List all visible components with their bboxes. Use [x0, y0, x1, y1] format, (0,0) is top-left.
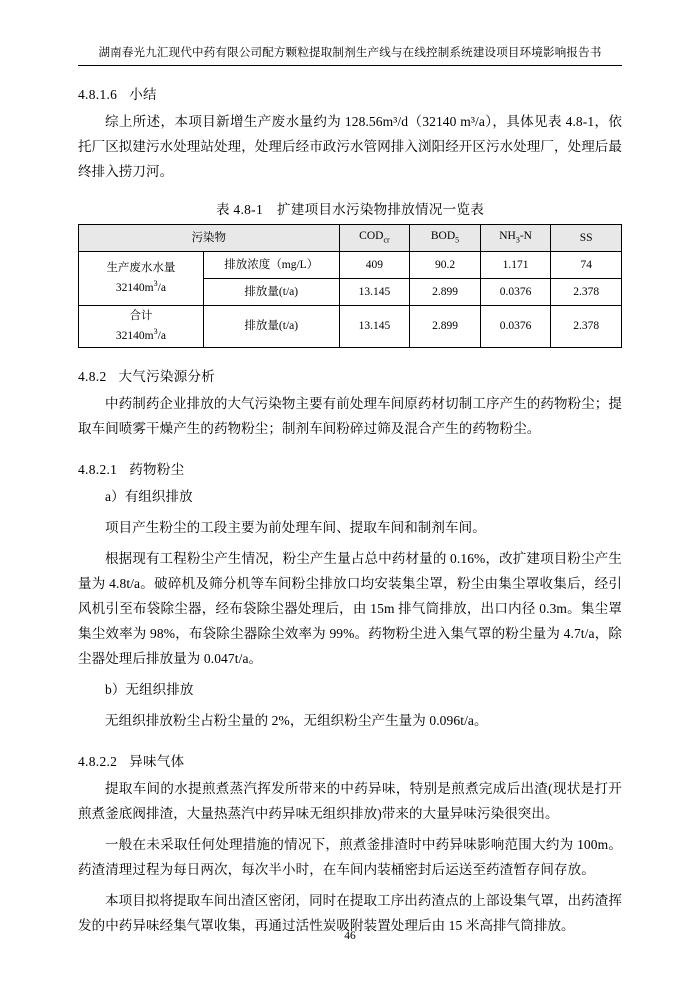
- table-label: 表 4.8-1: [215, 202, 264, 217]
- cell-value: 1.171: [480, 252, 551, 279]
- pollutant-discharge-table: [78, 224, 622, 348]
- cell-value: 13.145: [339, 279, 410, 306]
- header-pollutant: 污染物: [79, 225, 340, 252]
- row-item: 排放量(t/a): [203, 279, 339, 306]
- section-number: 4.8.2.2: [78, 753, 118, 769]
- paragraph-odor-control: 本项目拟将提取车间出渣区密闭，同时在提取工序出药渣点的上部设集气罩，出药渣挥发的中药异味经集气罩收集，再通过活性炭吸附装置处理后由 15 米高排气筒排放。: [78, 892, 622, 933]
- page-footer: [0, 930, 700, 942]
- paragraph-odor-range: 一般在未采取任何处理措施的情况下，煎煮釜排渣时中药异味影响范围大约为 100m。药渣清理过程为每日两次，每次半小时，在车间内装桶密封后运送至药渣暂存间存放。: [78, 836, 622, 877]
- section-title: 大气污染源分析: [118, 368, 216, 384]
- cell-value: 2.378: [551, 279, 622, 306]
- cell-value: 0.0376: [480, 279, 551, 306]
- paragraph-unorganized-dust: 无组织排放粉尘占粉尘量的 2%，无组织粉尘产生量为 0.096t/a。: [105, 712, 488, 728]
- section-title: 小结: [129, 87, 157, 102]
- cell-value: 2.899: [410, 306, 481, 348]
- table-caption-text: 扩建项目水污染物排放情况一览表: [277, 202, 485, 217]
- cell-value: 2.378: [551, 306, 622, 348]
- paragraph-summary: 综上所述，本项目新增生产废水量约为 128.56m³/d（32140 m³/a），具体见表 4.8-1，依托厂区拟建污水处理站处理，处理后经市政污水管网排入浏阳经开区污水处理厂，处理后最终排入捞刀河。: [78, 114, 622, 179]
- cell-value: 0.0376: [480, 306, 551, 348]
- paragraph-dust-workshops: 项目产生粉尘的工段主要为前处理车间、提取车间和制剂车间。: [105, 519, 486, 535]
- section-number: 4.8.2: [78, 368, 107, 384]
- header-cod: $COD_{cr}$: [339, 225, 410, 252]
- section-number: 4.8.2.1: [78, 461, 118, 477]
- list-item-a-organized: a）有组织排放: [105, 488, 193, 504]
- section-title: 药物粉尘: [129, 461, 185, 477]
- page-number: 46: [344, 930, 356, 942]
- running-header: 湖南春光九汇现代中药有限公司配方颗粒提取制剂生产线与在线控制系统建设项目环境影响报告书: [78, 44, 622, 66]
- section-heading-4-8-1-6: [78, 83, 622, 103]
- section-number: 4.8.1.6: [78, 87, 118, 102]
- row-group-production-wastewater: 生产废水水量 $32140m^3/a$: [79, 252, 204, 306]
- section-heading-4-8-2-2: [78, 750, 622, 770]
- section-title: 异味气体: [129, 753, 185, 769]
- cell-value: 2.899: [410, 279, 481, 306]
- row-item: 排放量(t/a): [203, 306, 339, 348]
- cell-value: 74: [551, 252, 622, 279]
- table-row: [79, 306, 622, 348]
- list-item-b-unorganized: b）无组织排放: [105, 681, 194, 697]
- page-content: [78, 44, 622, 938]
- paragraph-dust-quantities: 根据现有工程粉尘产生情况，粉尘产生量占总中药材量的 0.16%，改扩建项目粉尘产生量为 4.8t/a。破碎机及筛分机等车间粉尘排放口均安装集尘罩，粉尘由集尘罩收集后，经引风机引至布袋除尘器，经布袋除尘器处理后，由 15m 排气筒排放，出口内径 0.3m。集尘罩集尘效率为 98%，布袋除尘器除尘效率为 99%。药物粉尘进入集气罩的粉尘量为 4.7t/a，除尘器处理后排放量为 0.047t/a。: [78, 550, 622, 666]
- row-item: 排放浓度（mg/L）: [203, 252, 339, 279]
- cell-value: 13.145: [339, 306, 410, 348]
- section-heading-4-8-2: [78, 365, 622, 385]
- header-ss: SS: [551, 225, 622, 252]
- cell-value: 90.2: [410, 252, 481, 279]
- table-header-row: [79, 225, 622, 252]
- cell-value: 409: [339, 252, 410, 279]
- header-bod: $BOD_5$: [410, 225, 481, 252]
- table-caption: [78, 198, 622, 218]
- table-row: [79, 252, 622, 279]
- header-nh3n: $NH_3-N$: [480, 225, 551, 252]
- paragraph-odor-source: 提取车间的水提煎煮蒸汽挥发所带来的中药异味，特别是煎煮完成后出渣(现状是打开煎煮釜底阀排渣，大量热蒸汽中药异味无组织排放)带来的大量异味污染很突出。: [78, 780, 622, 821]
- row-group-total: 合计 $32140m^3/a$: [79, 306, 204, 348]
- paragraph-air-pollution-intro: 中药制药企业排放的大气污染物主要有前处理车间原药材切制工序产生的药物粉尘；提取车间喷雾干燥产生的药物粉尘；制剂车间粉碎过筛及混合产生的药物粉尘。: [78, 395, 622, 436]
- section-heading-4-8-2-1: [78, 458, 622, 478]
